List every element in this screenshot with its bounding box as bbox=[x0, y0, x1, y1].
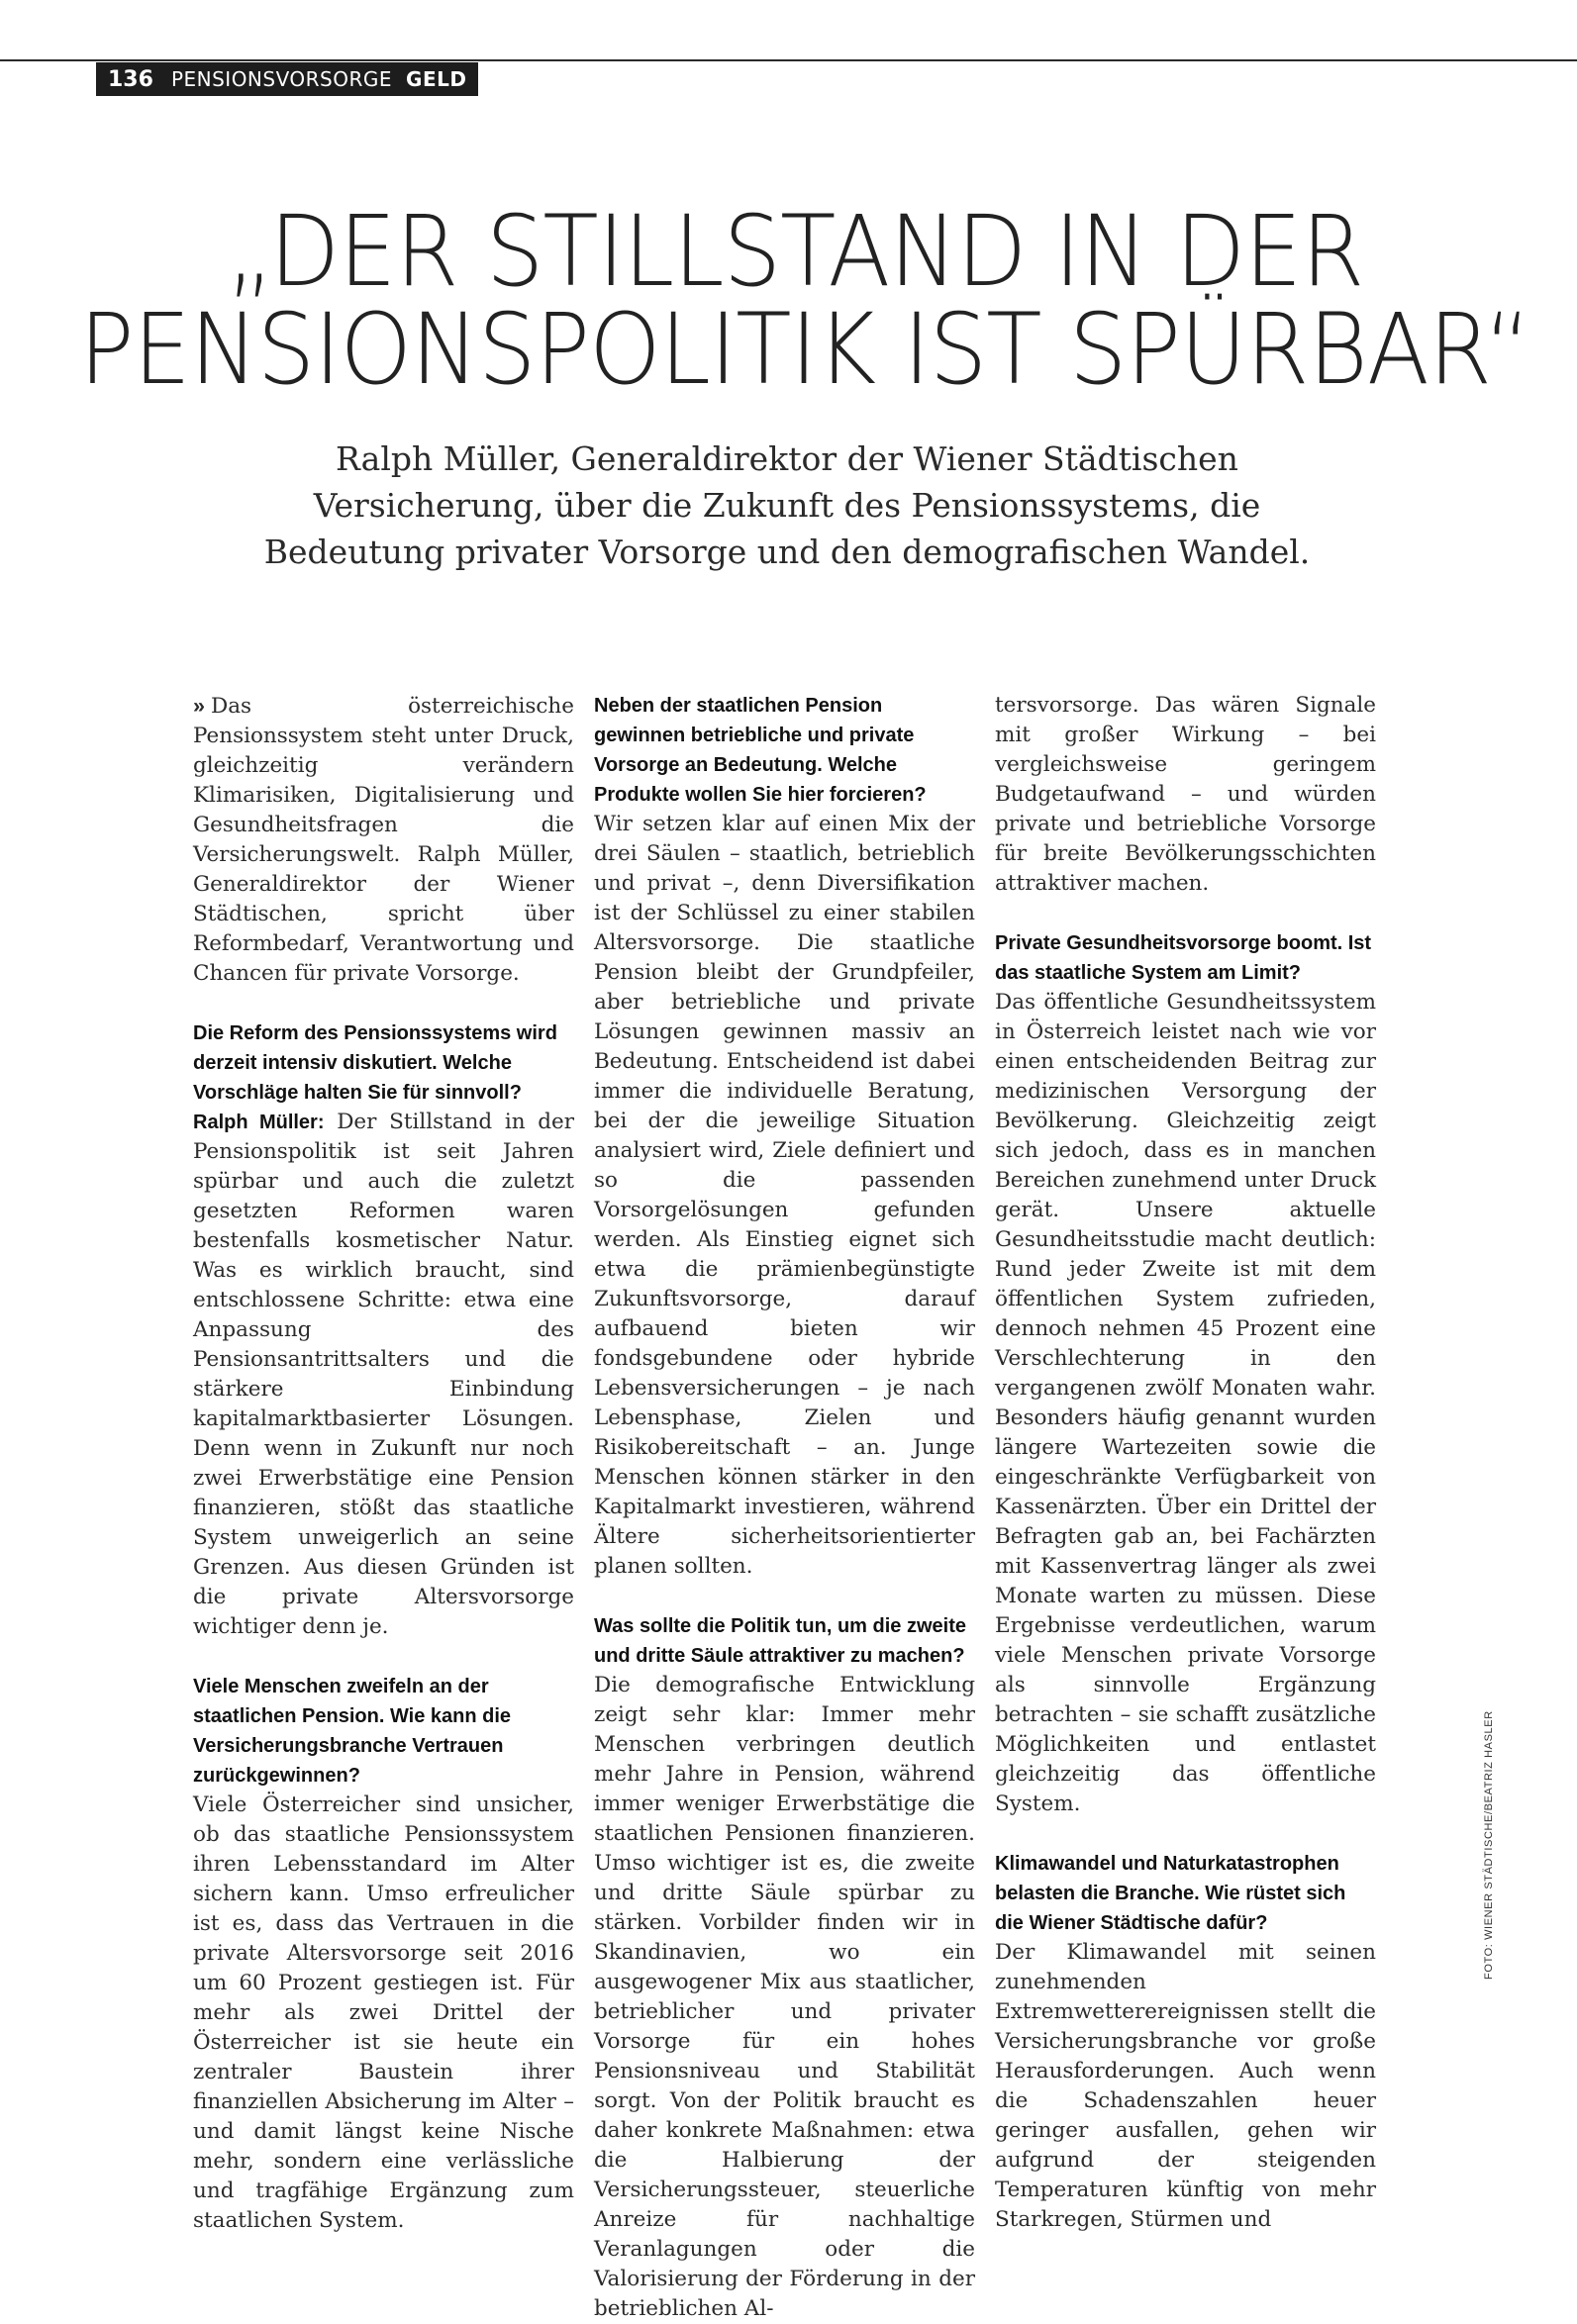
page-number: 136 bbox=[108, 66, 153, 92]
answer-4-continued: tersvorsorge. Das wären Signale mit großer Wirkung – bei vergleichsweise geringem Budgetaufwand – und würden private und betriebliche Vorsorge für breite Bevölkerungsschichten attraktiver machen. bbox=[995, 693, 1376, 896]
headline bbox=[79, 195, 1531, 407]
intro-marker: » bbox=[193, 694, 205, 718]
question-6: Klimawandel und Naturkatastrophen belasten die Branche. Wie rüstet sich die Wiener Städtische dafür? bbox=[995, 1853, 1346, 1934]
column-1 bbox=[193, 691, 574, 2236]
column-2 bbox=[594, 691, 975, 2324]
intro-text: Das österreichische Pensionssystem steht unter Druck, gleichzeitig verändern Klimarisiken, Digitalisierung und Gesundheitsfragen die Versicherungswelt. Ralph Müller, Generaldirektor der Wiener Städtischen, spricht über Reformbedarf, Verantwortung und Chancen für private Vorsorge. bbox=[193, 694, 574, 986]
question-5: Private Gesundheitsvorsorge boomt. Ist das staatliche System am Limit? bbox=[995, 932, 1372, 984]
category-label: GELD bbox=[406, 67, 467, 91]
answer-2: Viele Österreicher sind unsicher, ob das staatliche Pensionssystem ihren Lebensstandard im Alter sichern kann. Umso erfreulicher ist es, dass das Vertrauen in die private Altersvorsorge seit 2016 um 60 Prozent gestiegen ist. Für mehr als zwei Drittel der Österreicher ist sie heute ein zentraler Baustein ihrer finanziellen Absicherung im Alter – und damit längst keine Nische mehr, sondern eine verlässliche und tragfähige Ergänzung zum staatlichen System. bbox=[193, 1792, 574, 2233]
question-3: Neben der staatlichen Pension gewinnen betriebliche und private Vorsorge an Bedeutung. Welche Produkte wollen Sie hier forcieren? bbox=[594, 695, 927, 806]
question-2: Viele Menschen zweifeln an der staatlichen Pension. Wie kann die Versicherungsbranche Vertrauen zurückgewinnen? bbox=[193, 1676, 512, 1787]
answer-5: Das öffentliche Gesundheitssystem in Österreich leistet nach wie vor einen entscheidenden Beitrag zur medizinischen Versorgung der Bevölkerung. Gleichzeitig zeigt sich jedoch, dass es in manchen Bereichen zunehmend unter Druck gerät. Unsere aktuelle Gesundheitsstudie macht deutlich: Rund jeder Zweite ist mit dem öffentlichen System zufrieden, dennoch nehmen 45 Prozent eine Verschlechterung in den vergangenen zwölf Monaten wahr. Besonders häufig genannt wurden längere Wartezeiten sowie die eingeschränkte Verfügbarkeit von Kassenärzten. Über ein Drittel der Befragten gab an, bei Fachärzten mit Kassenvertrag länger als zwei Monate warten zu müssen. Diese Ergebnisse verdeutlichen, warum viele Menschen private Vorsorge als sinnvolle Ergänzung betrachten – sie schafft zusätzliche Möglichkeiten und entlastet gleichzeitig das öffentliche System. bbox=[995, 990, 1376, 1816]
answer-1 bbox=[193, 1108, 574, 1642]
question-4: Was sollte die Politik tun, um die zweite und dritte Säule attraktiver zu machen? bbox=[594, 1615, 966, 1667]
answer-4: Die demografische Entwicklung zeigt sehr klar: Immer mehr Menschen verbringen deutlich mehr Jahre in Pension, während immer weniger Erwerbstätige die staatlichen Pensionen finanzieren. Umso wichtiger ist es, die zweite und dritte Säule spürbar zu stärken. Vorbilder finden wir in Skandinavien, wo ein ausgewogener Mix aus staatlicher, betrieblicher und privater Vorsorge für ein hohes Pensionsniveau und Stabilität sorgt. Von der Politik braucht es daher konkrete Maßnahmen: etwa die Halbierung der Versicherungssteuer, steuerliche Anreize für nachhaltige Veranlagungen oder die Valorisierung der Förderung in der betrieblichen Al- bbox=[594, 1673, 975, 2321]
question-1: Die Reform des Pensionssystems wird derzeit intensiv diskutiert. Welche Vorschläge halten Sie für sinnvoll? bbox=[193, 1022, 557, 1104]
headline-line-2: PENSIONSPOLITIK IST SPÜRBAR“ bbox=[79, 293, 1531, 407]
running-header bbox=[96, 62, 478, 96]
intro-paragraph bbox=[193, 691, 574, 989]
section-label: PENSIONSVORSORGE bbox=[170, 67, 393, 91]
standfirst: Ralph Müller, Generaldirektor der Wiener Städtischen Versicherung, über die Zukunft des Pensionssystems, die Bedeutung privater Vorsorge und den demografischen Wandel. bbox=[263, 439, 1311, 571]
header-rule bbox=[0, 59, 1577, 61]
photo-credit: FOTO: WIENER STÄDTISCHE/BEATRIZ HASLER bbox=[1483, 1710, 1495, 1980]
column-3 bbox=[995, 691, 1376, 2235]
answer-1-text: Der Stillstand in der Pensionspolitik ist seit Jahren spürbar und auch die zuletzt gesetzten Reformen waren bestenfalls kosmetischer Natur. Was es wirklich braucht, sind entschlossene Schritte: etwa eine Anpassung des Pensionsantrittsalters und die stärkere Einbindung kapitalmarktbasierter Lösungen. Denn wenn in Zukunft nur noch zwei Erwerbstätige eine Pension finanzieren, stößt das staatliche System unweigerlich an seine Grenzen. Aus diesen Gründen ist die private Altersvorsorge wichtiger denn je. bbox=[193, 1110, 575, 1639]
answer-3: Wir setzen klar auf einen Mix der drei Säulen – staatlich, betrieblich und privat –, denn Diversifikation ist der Schlüssel zu einer stabilen Altersvorsorge. Die staatliche Pension bleibt der Grundpfeiler, aber betriebliche und private Lösungen gewinnen massiv an Bedeutung. Entscheidend ist dabei immer die individuelle Beratung, bei der die jeweilige Situation analysiert wird, Ziele definiert und so die passenden Vorsorgelösungen gefunden werden. Als Einstieg eignet sich etwa die prämienbegünstigte Zukunftsvorsorge, darauf aufbauend bieten wir fondsgebundene oder hybride Lebensversicherungen – je nach Lebensphase, Zielen und Risikobereitschaft – an. Junge Menschen können stärker in den Kapitalmarkt investieren, während Ältere sicherheitsorientierter planen sollten. bbox=[594, 812, 975, 1579]
answer-6: Der Klimawandel mit seinen zunehmenden Extremwetterereignissen stellt die Versicherungsbranche vor große Herausforderungen. Auch wenn die Schadenszahlen heuer geringer ausfallen, gehen wir aufgrund der steigenden Temperaturen künftig von mehr Starkregen, Stürmen und bbox=[995, 1940, 1376, 2232]
headline-line-1: „DER STILLSTAND IN DER bbox=[226, 195, 1364, 309]
speaker-label: Ralph Müller: bbox=[193, 1112, 325, 1133]
